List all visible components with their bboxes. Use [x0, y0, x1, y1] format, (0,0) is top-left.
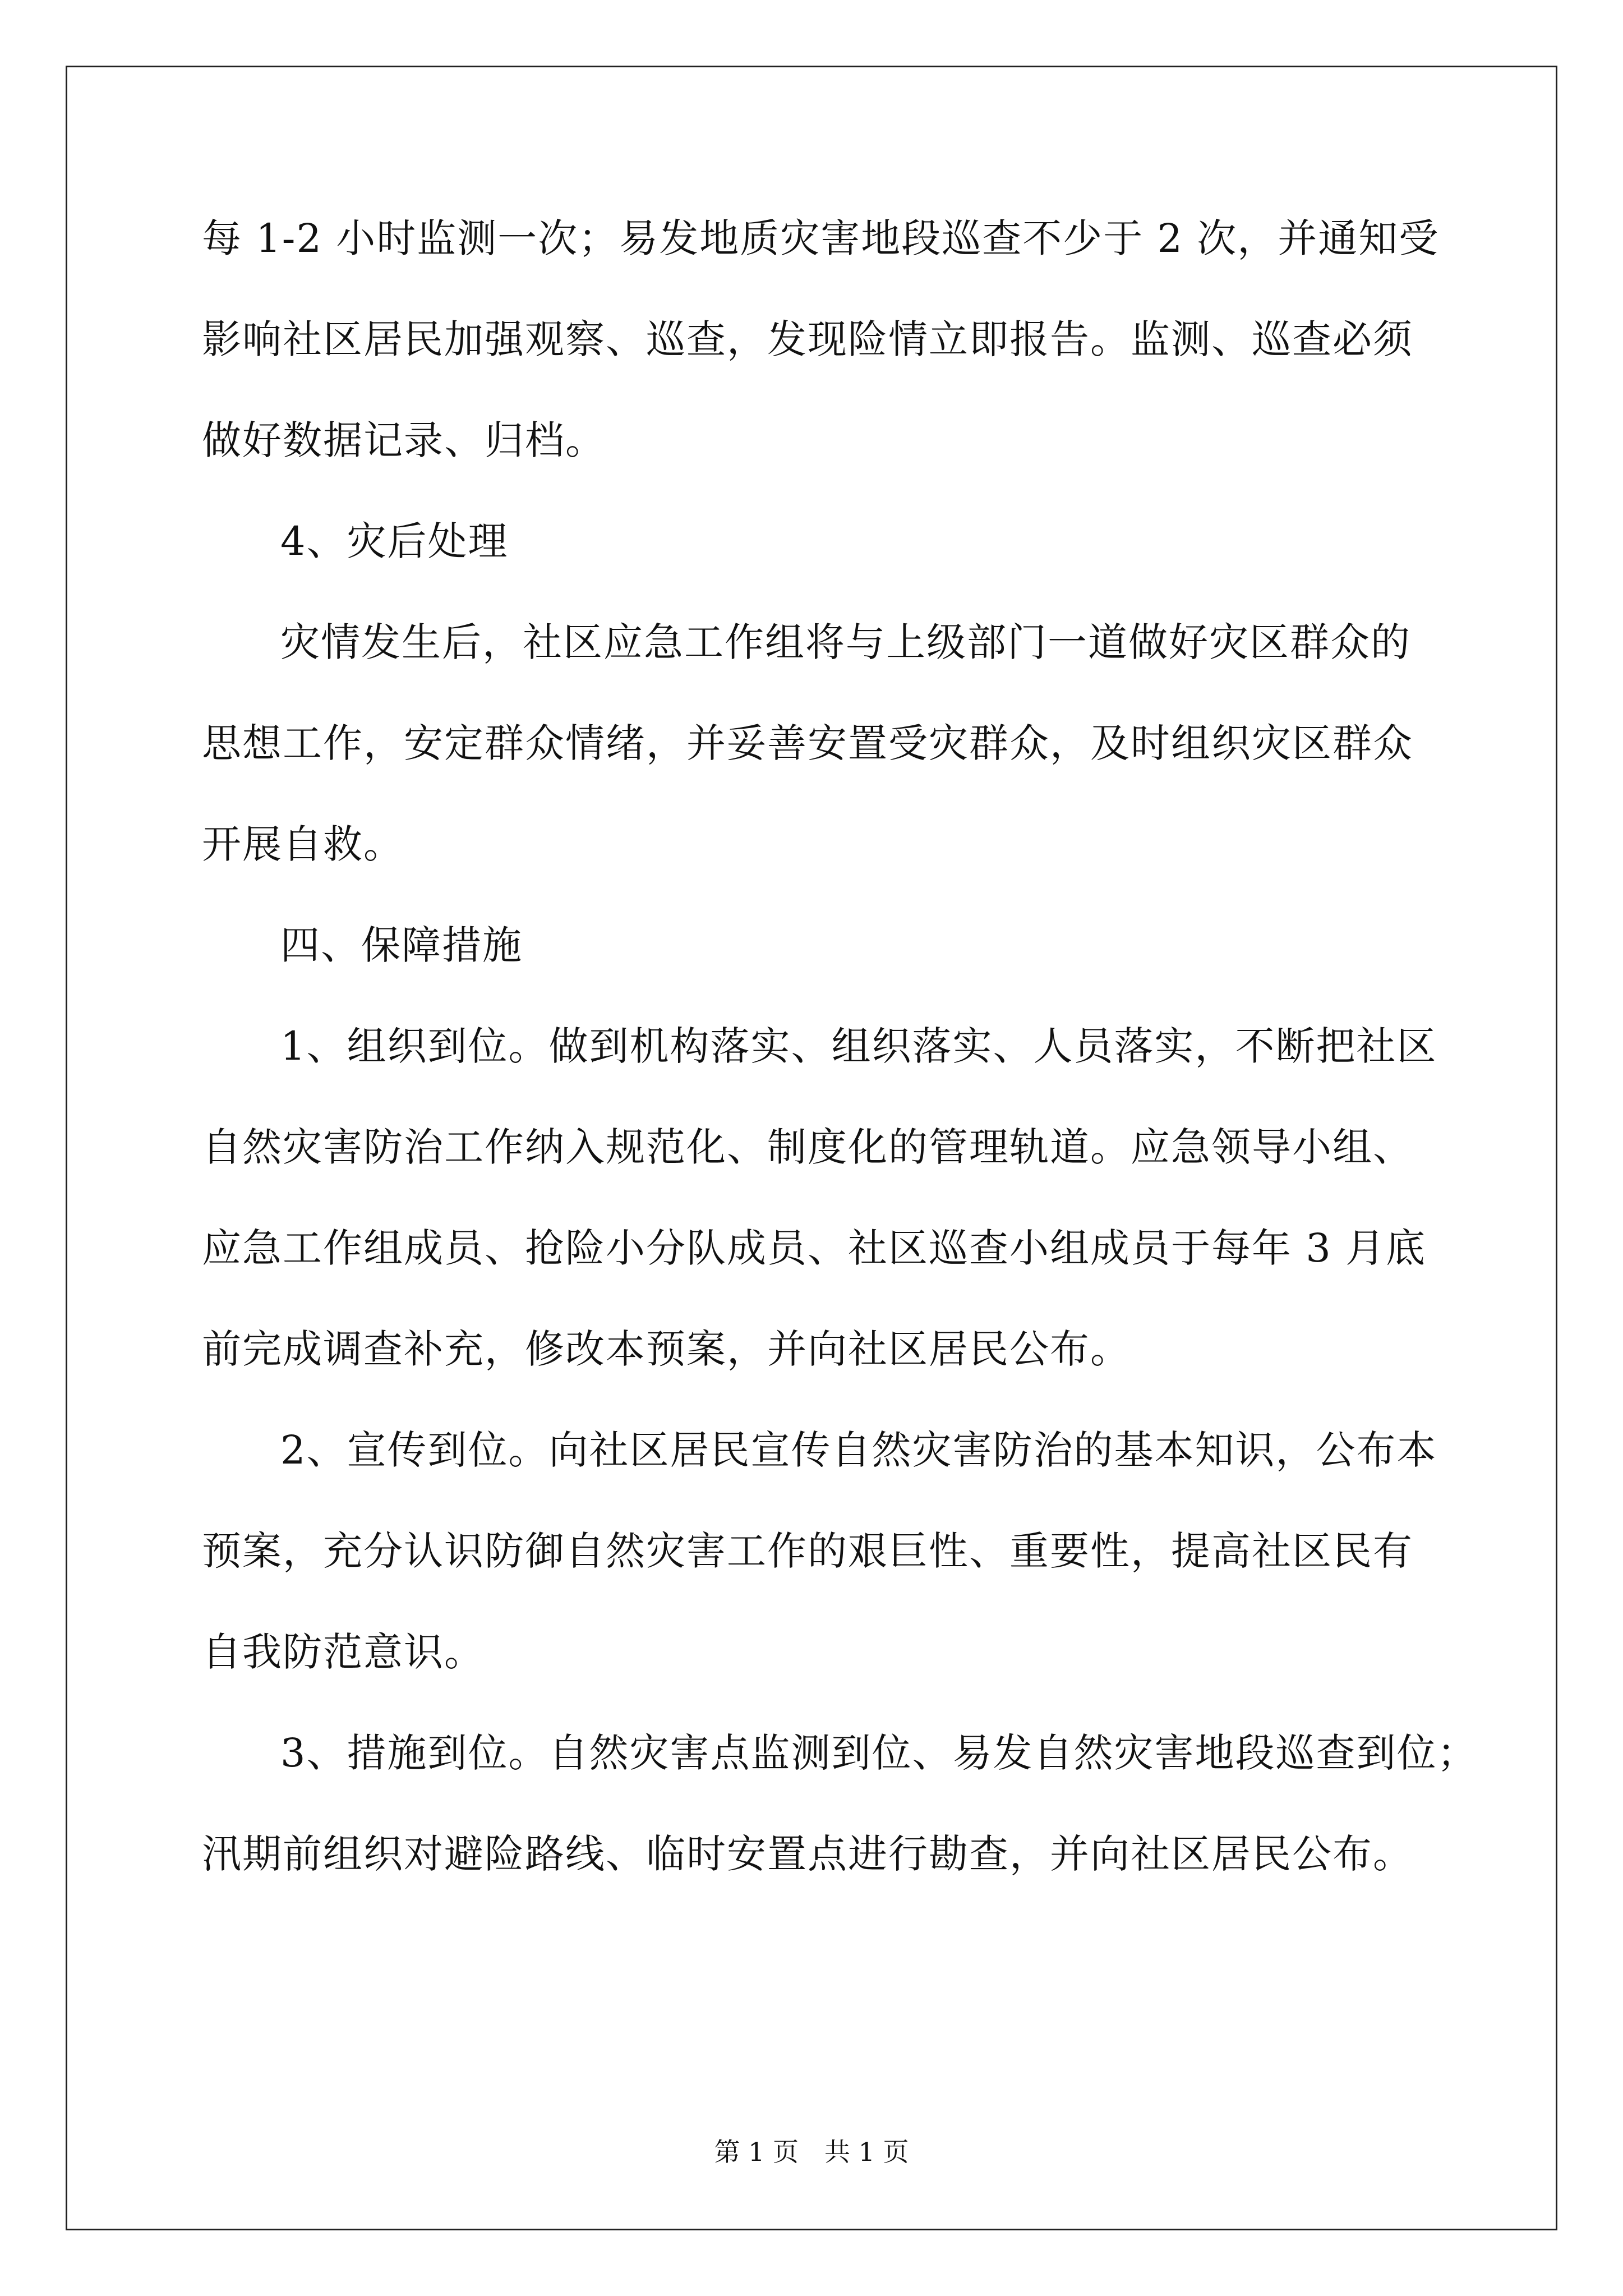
text-line: 应急工作组成员、抢险小分队成员、社区巡查小组成员于每年 3 月底 — [202, 1225, 1427, 1271]
text-line: 每 1-2 小时监测一次；易发地质灾害地段巡查不少于 2 次，并通知受 — [202, 215, 1440, 261]
text-line: 预案，充分认识防御自然灾害工作的艰巨性、重要性，提高社区民有 — [202, 1528, 1413, 1574]
text-line: 3、措施到位。自然灾害点监测到位、易发自然灾害地段巡查到位； — [280, 1730, 1478, 1776]
text-line: 2、宣传到位。向社区居民宣传自然灾害防治的基本知识，公布本 — [280, 1427, 1437, 1473]
text-line: 自然灾害防治工作纳入规范化、制度化的管理轨道。应急领导小组、 — [202, 1124, 1413, 1170]
text-line: 影响社区居民加强观察、巡查，发现险情立即报告。监测、巡查必须 — [202, 316, 1413, 362]
text-line: 灾情发生后，社区应急工作组将与上级部门一道做好灾区群众的 — [280, 619, 1411, 665]
text-line: 思想工作，安定群众情绪，并妥善安置受灾群众，及时组织灾区群众 — [202, 720, 1413, 766]
section-heading: 4、灾后处理 — [280, 518, 509, 564]
text-line: 前完成调查补充，修改本预案，并向社区居民公布。 — [202, 1326, 1131, 1372]
document-body — [202, 188, 1478, 1904]
text-line: 做好数据记录、归档。 — [202, 417, 606, 463]
text-line: 汛期前组织对避险路线、临时安置点进行勘查，并向社区居民公布。 — [202, 1831, 1413, 1877]
text-line: 自我防范意识。 — [202, 1629, 485, 1675]
text-line: 开展自救。 — [202, 821, 404, 867]
page-footer: 第 1 页 共 1 页 — [714, 2137, 909, 2167]
section-heading: 四、保障措施 — [280, 922, 523, 968]
text-line: 1、组织到位。做到机构落实、组织落实、人员落实，不断把社区 — [280, 1023, 1437, 1069]
